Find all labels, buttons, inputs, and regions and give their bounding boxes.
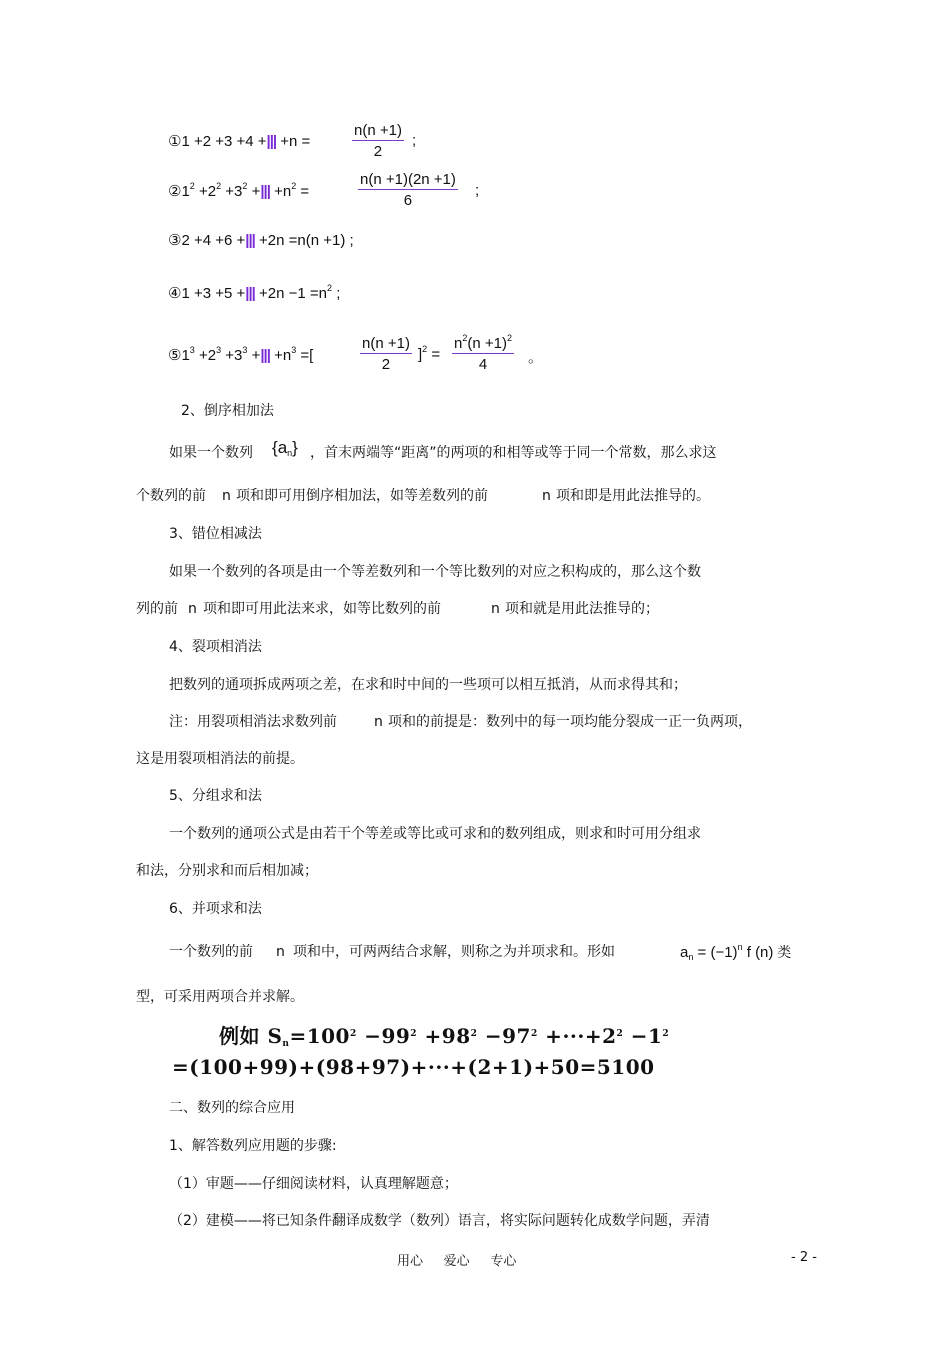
- paragraph: 和法，分别求和而后相加减；: [136, 863, 318, 879]
- subscript: n: [287, 448, 293, 458]
- example-line-2: =(100+99)+(98+97)+···+(2+1)+50=5100: [172, 1055, 655, 1079]
- text: 项和即可用此法来求，如等比数列的前: [203, 601, 441, 617]
- formula-3: [168, 231, 354, 249]
- term: −99: [356, 1024, 411, 1048]
- paragraph: [136, 487, 206, 505]
- marker: ①: [168, 133, 182, 150]
- formula-2-fraction: [358, 171, 458, 209]
- exponent: 3: [216, 345, 222, 355]
- numerator: n(n +1)(2n +1): [360, 171, 456, 188]
- numerator: [452, 335, 514, 354]
- text: 项和即是用此法推导的。: [556, 488, 710, 504]
- ellipsis-icon: |||: [245, 232, 255, 249]
- sequence-notation: [272, 438, 298, 458]
- denominator: 2: [373, 143, 383, 160]
- term: +: [247, 347, 261, 364]
- exponent: 2: [291, 181, 297, 191]
- n-var: n: [542, 488, 551, 504]
- formula-lhs: 2 +4 +6 +: [181, 232, 246, 249]
- denominator: 2: [381, 356, 391, 373]
- section-heading: 6、并项求和法: [169, 901, 262, 917]
- exponent: 2: [189, 181, 195, 191]
- term: +3: [221, 183, 243, 200]
- exponent: 2: [349, 1029, 357, 1039]
- term: 1: [181, 183, 190, 200]
- exponent: 2: [216, 181, 222, 191]
- term: =[: [296, 347, 314, 364]
- exponent: 2: [410, 1029, 418, 1039]
- exponent: n: [737, 942, 743, 952]
- term: = (−1): [693, 944, 738, 961]
- text: 如果一个数列: [169, 445, 253, 461]
- formula-2: [168, 182, 309, 200]
- term: +98: [417, 1024, 471, 1048]
- formula-lhs: 1 +2 +3 +4 +: [181, 133, 267, 150]
- term: +···+2: [537, 1024, 617, 1048]
- marker: ④: [168, 285, 182, 302]
- example-line-1: [219, 1020, 669, 1049]
- formula-1-end: ;: [412, 132, 417, 149]
- ellipsis-icon: |||: [266, 133, 277, 150]
- formula-1: [168, 132, 310, 150]
- formula-1-fraction: [352, 122, 404, 160]
- formula-2-end: ;: [475, 182, 480, 199]
- brace: }: [292, 438, 298, 457]
- text: 类: [773, 944, 792, 960]
- denominator: 6: [403, 192, 413, 209]
- numerator: n(n +1): [354, 122, 402, 139]
- section-heading: 4、裂项相消法: [169, 639, 262, 655]
- formula-tail: +n =: [276, 133, 311, 150]
- term: ]: [418, 346, 423, 363]
- section-heading: 5、分组求和法: [169, 788, 262, 804]
- formula-5-end: 。: [528, 349, 544, 366]
- ellipsis-icon: |||: [260, 183, 270, 200]
- paragraph: 型，可采用两项合并求解。: [136, 989, 304, 1005]
- term: +3: [221, 347, 243, 364]
- n-var: n: [188, 601, 197, 617]
- term: (n +1): [467, 335, 507, 352]
- term: +2: [194, 347, 217, 364]
- paragraph: 一个数列的通项公式是由若干个等差或等比或可求和的数列组成，则求和时可用分组求: [169, 826, 701, 842]
- term: +n: [269, 183, 292, 200]
- numerator: n(n +1): [362, 335, 410, 352]
- paragraph: 这是用裂项相消法的前提。: [136, 751, 304, 767]
- formula-5-mid: [418, 346, 440, 363]
- text: 项和即可用倒序相加法，如等差数列的前: [236, 488, 488, 504]
- formula-5-fraction-1: [360, 335, 412, 373]
- exponent: 2: [530, 1029, 538, 1039]
- exponent: 2: [662, 1029, 670, 1039]
- term: +2: [194, 183, 217, 200]
- term: =: [427, 346, 441, 363]
- paragraph: 1、解答数列应用题的步骤:: [169, 1138, 337, 1154]
- formula-end: ;: [332, 285, 341, 302]
- n-var: n: [491, 601, 500, 617]
- exponent: 3: [242, 345, 248, 355]
- term: a: [277, 438, 288, 457]
- paragraph: 如果一个数列的各项是由一个等差数列和一个等比数列的对应之积构成的，那么这个数: [169, 564, 701, 580]
- section-heading: 二、数列的综合应用: [169, 1100, 295, 1116]
- marker: ②: [168, 183, 182, 200]
- brace: {: [272, 438, 278, 457]
- n-var: n: [222, 488, 231, 504]
- denominator: 4: [478, 356, 488, 373]
- exponent: 2: [616, 1029, 624, 1039]
- term: =: [296, 183, 310, 200]
- exponent: 2: [242, 181, 248, 191]
- paragraph: 把数列的通项拆成两项之差，在求和时中间的一些项可以相互抵消，从而求得其和；: [169, 677, 687, 693]
- formula-tail: +2n −1 =n: [254, 285, 328, 302]
- paragraph: （2）建模——将已知条件翻译成数学（数列）语言，将实际问题转化成数学问题，弄清: [169, 1213, 710, 1229]
- text: 注：用裂项相消法求数列前: [169, 714, 337, 730]
- section-heading: 2、倒序相加法: [181, 403, 274, 419]
- n-var: n: [276, 944, 285, 960]
- subscript: n: [282, 1039, 290, 1049]
- page-number: - 2 -: [791, 1250, 817, 1265]
- text: 项和中，可两两结合求解，则称之为并项求和。形如: [293, 944, 615, 960]
- term: f (n): [742, 944, 774, 961]
- exponent: 2: [422, 344, 428, 354]
- term: a: [680, 944, 689, 961]
- term: =100: [289, 1024, 350, 1048]
- formula-lhs: 1 +3 +5 +: [181, 285, 246, 302]
- formula-4: [168, 284, 340, 302]
- marker: ③: [168, 232, 182, 249]
- exponent: 2: [470, 1029, 478, 1039]
- term: +: [247, 183, 261, 200]
- exponent: 3: [291, 345, 297, 355]
- exponent: 3: [189, 345, 195, 355]
- formula-general-term: [680, 943, 791, 961]
- text: 项和就是用此法推导的；: [505, 601, 659, 617]
- exponent: 2: [462, 333, 468, 343]
- ellipsis-icon: |||: [245, 285, 255, 302]
- text: 列的前: [136, 601, 178, 617]
- text: 项和的前提是：数列中的每一项均能分裂成一正一负两项，: [388, 714, 752, 730]
- term: −1: [623, 1024, 663, 1048]
- term: +n: [269, 347, 292, 364]
- n-var: n: [374, 714, 383, 730]
- term: n: [454, 335, 463, 352]
- formula-tail: +2n =n(n +1) ;: [254, 232, 354, 249]
- text: 一个数列的前: [169, 944, 253, 960]
- paragraph: [169, 444, 253, 462]
- formula-5-fraction-2: [452, 335, 514, 373]
- formula-5: [168, 346, 313, 364]
- ellipsis-icon: |||: [260, 347, 270, 364]
- term: 例如 S: [219, 1024, 283, 1048]
- term: −97: [477, 1024, 531, 1048]
- footer-slogan: 用心 爱心 专心: [397, 1254, 517, 1269]
- subscript: n: [688, 952, 694, 962]
- exponent: 2: [327, 283, 333, 293]
- paragraph: （1）审题——仔细阅读材料，认真理解题意；: [169, 1176, 458, 1192]
- marker: ⑤: [168, 347, 182, 364]
- paragraph: ，首末两端等“距离”的两项的和相等或等于同一个常数，那么求这: [310, 445, 717, 461]
- text: 个数列的前: [136, 488, 206, 504]
- term: 1: [181, 347, 190, 364]
- exponent: 2: [506, 333, 512, 343]
- section-heading: 3、错位相减法: [169, 526, 262, 542]
